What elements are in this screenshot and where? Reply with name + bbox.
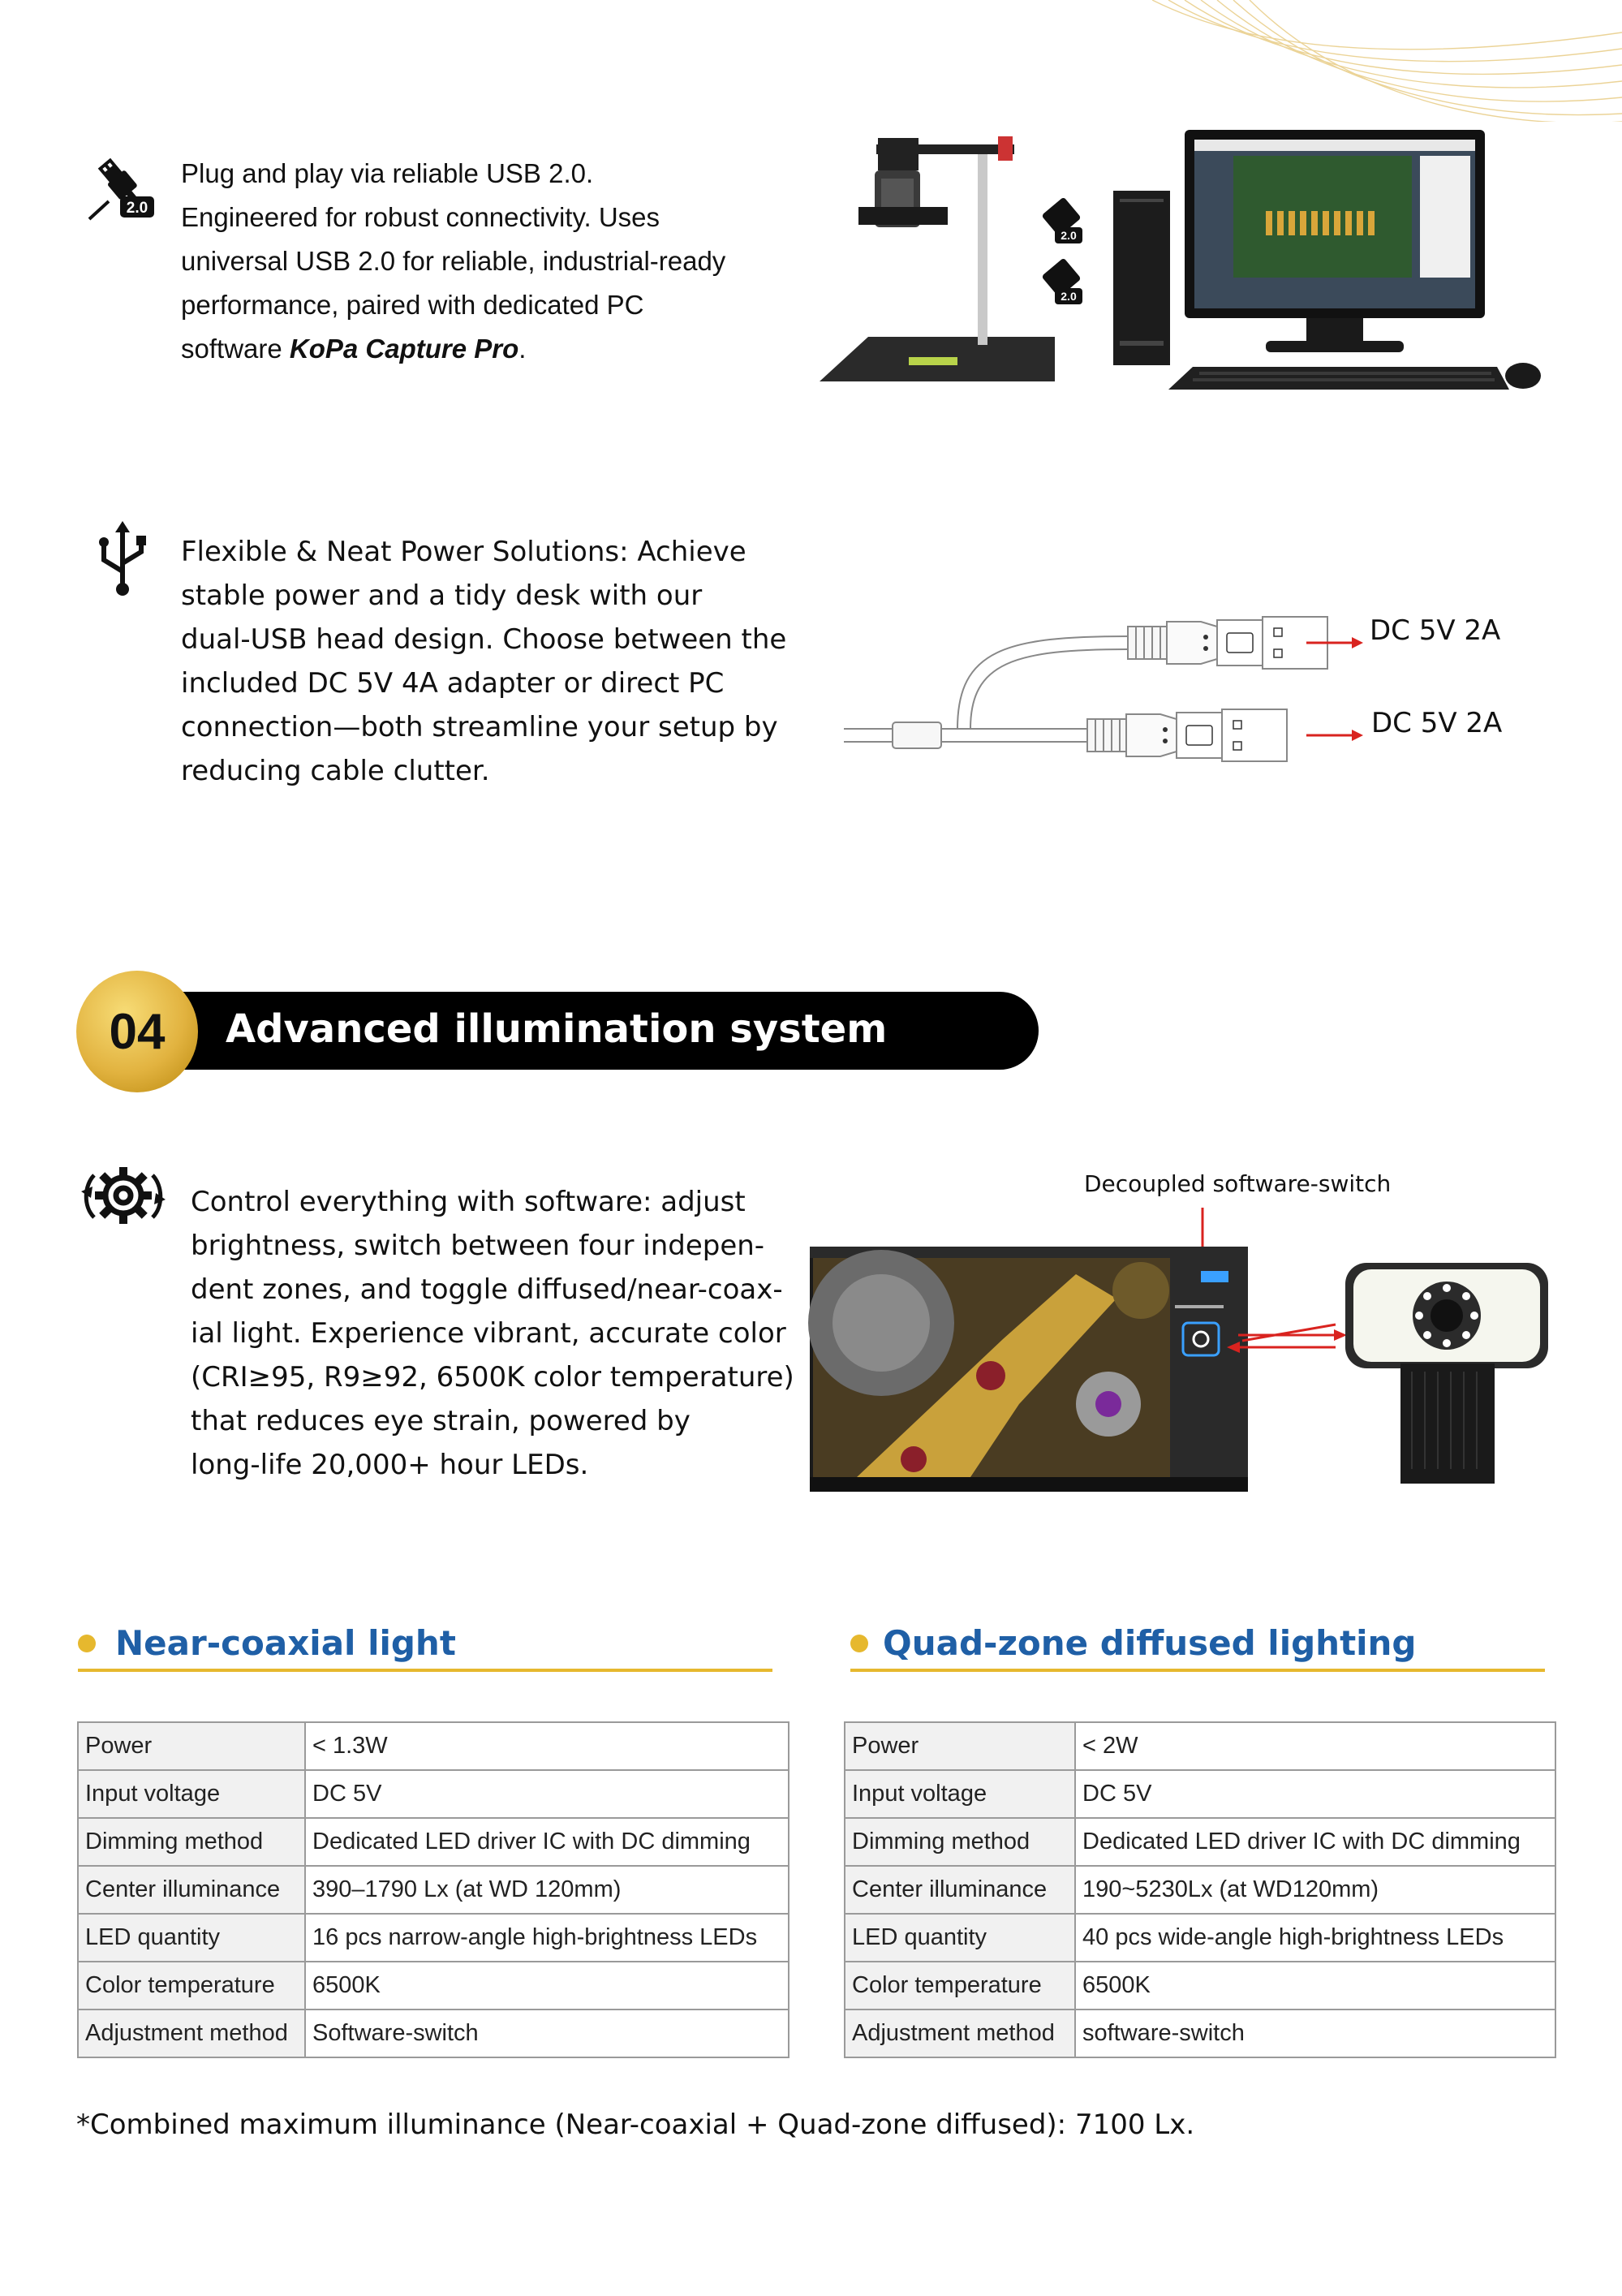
spec-key: LED quantity (845, 1914, 1075, 1962)
usb-line-1: Plug and play via reliable USB 2.0. (181, 158, 594, 188)
table-row (845, 1770, 1555, 1818)
software-light-illustration (808, 1201, 1555, 1493)
spec-key: Input voltage (845, 1770, 1075, 1818)
control-line-4: ial light. Experience vibrant, accurate color (191, 1317, 786, 1350)
spec-value: Dedicated LED driver IC with DC dimming (305, 1818, 789, 1866)
spec-value: 6500K (1075, 1962, 1555, 2010)
quad-zone-spec-table (844, 1721, 1556, 2058)
table-row (845, 1962, 1555, 2010)
control-line-5: (CRI≥95, R9≥92, 6500K color temperature) (191, 1361, 794, 1394)
control-line-7: long-life 20,000+ hour LEDs. (191, 1449, 589, 1481)
power-feature-text (181, 530, 786, 793)
spec-key: Color temperature (78, 1962, 305, 2010)
usb-feature-text (181, 152, 725, 371)
section-number-badge: 04 (76, 971, 198, 1092)
spec-value: DC 5V (1075, 1770, 1555, 1818)
near-coaxial-bullet (78, 1635, 96, 1652)
spec-key: Input voltage (78, 1770, 305, 1818)
near-coaxial-underline (78, 1669, 772, 1672)
table-row (78, 2010, 789, 2057)
usb-line-4: performance, paired with dedicated PC (181, 290, 644, 320)
table-row (845, 1866, 1555, 1914)
spec-key: Center illuminance (78, 1866, 305, 1914)
control-line-3: dent zones, and toggle diffused/near-coax- (191, 1273, 783, 1306)
image-usb-badge-1: 2.0 (1061, 229, 1077, 242)
usb-line-2: Engineered for robust connectivity. Uses (181, 202, 660, 232)
spec-value: DC 5V (305, 1770, 789, 1818)
spec-value: Dedicated LED driver IC with DC dimming (1075, 1818, 1555, 1866)
usb-line-5-suffix: . (518, 334, 527, 364)
quad-zone-underline (850, 1669, 1545, 1672)
power-line-4: included DC 5V 4A adapter or direct PC (181, 667, 725, 700)
spec-key: Color temperature (845, 1962, 1075, 2010)
table-row (845, 1818, 1555, 1866)
spec-key: Adjustment method (845, 2010, 1075, 2057)
power-line-3: dual-USB head design. Choose between the (181, 623, 787, 656)
spec-key: Power (845, 1722, 1075, 1770)
spec-key: LED quantity (78, 1914, 305, 1962)
footnote: *Combined maximum illuminance (Near-coaxial + Quad-zone diffused): 7100 Lx. (76, 2109, 1195, 2141)
table-row (845, 1722, 1555, 1770)
spec-value: 16 pcs narrow-angle high-brightness LEDs (305, 1914, 789, 1962)
spec-value: software-switch (1075, 2010, 1555, 2057)
spec-key: Dimming method (78, 1818, 305, 1866)
spec-value: 6500K (305, 1962, 789, 2010)
usb-2-0-icon (88, 153, 156, 221)
quad-zone-bullet (850, 1635, 868, 1652)
control-line-2: brightness, switch between four indepen- (191, 1230, 765, 1262)
usb-line-5-prefix: software (181, 334, 290, 364)
spec-key: Center illuminance (845, 1866, 1075, 1914)
power-line-6: reducing cable clutter. (181, 755, 490, 787)
control-line-6: that reduces eye strain, powered by (191, 1405, 691, 1437)
table-row (78, 1722, 789, 1770)
spec-value: 190~5230Lx (at WD120mm) (1075, 1866, 1555, 1914)
table-row (845, 1914, 1555, 1962)
dc-label-bottom: DC 5V 2A (1371, 707, 1503, 739)
usb-line-3: universal USB 2.0 for reliable, industrial-ready (181, 246, 726, 276)
usb-line-5 (181, 327, 725, 371)
dc-label-top: DC 5V 2A (1370, 614, 1501, 647)
usb-badge-text: 2.0 (126, 200, 148, 217)
image-usb-badge-2: 2.0 (1061, 290, 1077, 303)
spec-key: Dimming method (845, 1818, 1075, 1866)
table-row (78, 1866, 789, 1914)
software-name: KoPa Capture Pro (289, 334, 519, 364)
quad-zone-title: Quad-zone diffused lighting (883, 1623, 1417, 1663)
spec-key: Adjustment method (78, 2010, 305, 2057)
spec-value: < 2W (1075, 1722, 1555, 1770)
control-feature-text (191, 1180, 794, 1487)
spec-value: 390–1790 Lx (at WD 120mm) (305, 1866, 789, 1914)
table-row (78, 1818, 789, 1866)
dual-usb-cable-diagram (844, 592, 1363, 771)
table-row (78, 1962, 789, 2010)
section-title: Advanced illumination system (226, 1006, 888, 1052)
usb-trident-icon (96, 521, 149, 596)
spec-value: Software-switch (305, 2010, 789, 2057)
table-row (78, 1770, 789, 1818)
table-row (78, 1914, 789, 1962)
decoupled-switch-caption: Decoupled software-switch (1084, 1170, 1392, 1197)
spec-value: 40 pcs wide-angle high-brightness LEDs (1075, 1914, 1555, 1962)
table-row (845, 2010, 1555, 2057)
power-line-5: connection—both streamline your setup by (181, 711, 778, 743)
control-line-1: Control everything with software: adjust (191, 1186, 746, 1218)
spec-value: < 1.3W (305, 1722, 789, 1770)
spec-key: Power (78, 1722, 305, 1770)
power-line-2: stable power and a tidy desk with our (181, 579, 703, 612)
near-coaxial-title: Near-coaxial light (115, 1623, 456, 1663)
decorative-swirl (1152, 0, 1622, 122)
power-line-1: Flexible & Neat Power Solutions: Achieve (181, 536, 746, 568)
near-coaxial-spec-table (77, 1721, 789, 2058)
microscope-pc-illustration (811, 122, 1558, 422)
gears-icon (78, 1159, 169, 1232)
